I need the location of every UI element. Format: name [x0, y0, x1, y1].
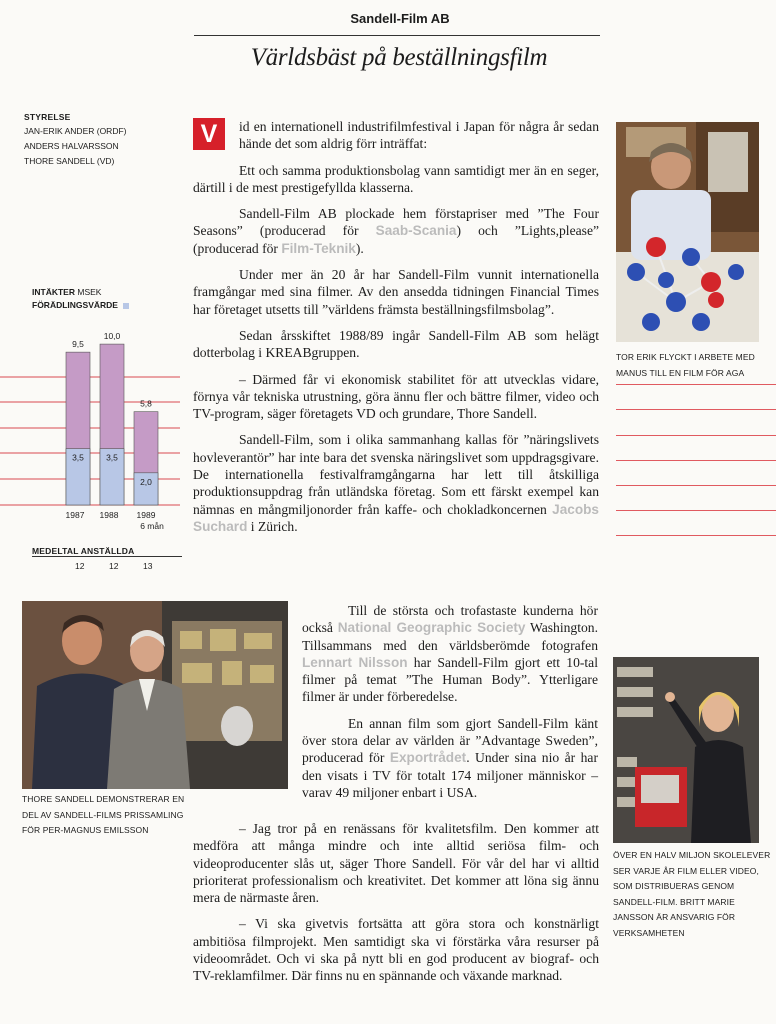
bar-value-added-label: 3,5	[106, 452, 118, 463]
paragraph: id en internationell industrifilmfestival i Japan för några år sedan hände det som aldrig förr inträffat:	[239, 119, 599, 152]
paragraph: Ett och samma produktionsbolag vann samtidigt mer än en seger, därtill i de mest prestigefyllda klasserna.	[193, 162, 599, 195]
photo-tor-erik-flyckt	[616, 122, 759, 342]
brand-saab-scania: Saab-Scania	[375, 223, 457, 239]
bar-income-label: 9,5	[72, 339, 84, 350]
bar-income-label: 5,8	[140, 398, 152, 409]
divider	[616, 510, 776, 511]
legend-value-added-swatch	[123, 303, 129, 309]
header-rule	[194, 35, 600, 36]
legend-value-added-label: FÖRÄDLINGSVÄRDE	[32, 300, 118, 310]
divider	[616, 485, 776, 486]
article-upper	[193, 118, 599, 544]
paragraph: – Därmed får vi ekonomisk stabilitet för att utvecklas vidare, förnya vår tekniska utrustning, göra ännu fler och bättre filmer, video och TV-program, säger företagets VD och grundare, Thore Sandell.	[193, 371, 599, 422]
caption-mid-left: THORE SANDELL DEMONSTRERAR EN DEL AV SANDELL-FILMS PRISSAMLING FÖR PER-MAGNUS EMILSSON	[22, 794, 185, 835]
caption-bottom-right: ÖVER EN HALV MILJON SKOLELEVER SER VARJE ÅR FILM ELLER VIDEO, SOM DISTRIBUERAS GENOM SANDELL-FILM. BRITT MARIE JANSSON ÄR ANSVARIG FÖR VERKSAMHETEN	[613, 850, 771, 938]
employees-rule	[32, 556, 182, 557]
employees-title: MEDELTAL ANSTÄLLDA	[32, 546, 135, 556]
legend-income-label: INTÄKTER	[32, 287, 75, 297]
brand-national-geographic: National Geographic Society	[337, 620, 526, 636]
brand-film-teknik: Film-Teknik	[281, 240, 356, 256]
divider	[616, 384, 776, 385]
paragraph: – Vi ska givetvis fortsätta att göra stora och konstnärligt ambitiösa filmprojekt. Men samtidigt ska vi förstärka våra resurser på videoområdet. Och vi ska på nytt bli en god producent av biograf- och TV-reklamfilmer. Där finns nu en spännande och växande marknad.	[193, 916, 599, 984]
brand-lennart-nilsson: Lennart Nilsson	[302, 654, 408, 670]
paragraph: Under mer än 20 år har Sandell-Film vunnit internationella framgångar med sina filmer. Av den ansedda tidningen Financial Times har företaget utsetts till ”världens främsta beställningsfilmsbolag”.	[193, 267, 599, 317]
paragraph: Sandell-Film, som i olika sammanhang kallas för ”näringslivets hovleverantör” har inte bara det svenska näringslivet som uppdragsgivare. De internationella festivalframgångarna har lett till åtskilliga produktionsuppdrag från utländska företag. Som ett färskt exempel kan nämnas en mångmiljonorder från kaffe- och chokladkoncernen Jacobs Suchard i Zürich.	[193, 432, 599, 534]
employees-value: 12	[75, 561, 85, 571]
paragraph: Sedan årsskiftet 1988/89 ingår Sandell-Film AB som helägt dotterbolag i KREABgruppen.	[193, 327, 599, 361]
board-section	[24, 112, 174, 169]
board-member: THORE SANDELL (VD)	[24, 156, 115, 166]
board-member: JAN-ERIK ANDER (ORDF)	[24, 126, 127, 136]
paragraph: – Jag tror på en renässans för kvalitetsfilm. Den kommer att medföra att många mindre och inte alltid seriösa film- och videoproducenter slås ut, säger Thore Sandell. För vår del har vi alltid prioriterat professionalism och kreativitet. Det kommer att löna sig ännu mera de närmaste åren.	[193, 821, 599, 906]
legend-income-unit: MSEK	[77, 287, 102, 297]
article-lower	[193, 820, 599, 994]
board-title: STYRELSE	[24, 112, 71, 122]
paragraph: En annan film som gjort Sandell-Film känt över stora delar av världen är ”Advantage Sweden”, producerad för Exportrådet. Under sina nio år har den visats i TV för totalt 174 miljoner människor – varav 49 miljoner enbart i USA.	[302, 715, 598, 800]
income-chart	[0, 315, 180, 535]
page-title: Världsbäst på beställningsfilm	[250, 44, 548, 71]
bar-income-label: 10,0	[103, 331, 121, 342]
x-tick-label: 1989	[136, 510, 156, 520]
article-middle	[302, 602, 598, 810]
employees-value: 13	[143, 561, 153, 571]
divider	[616, 535, 776, 536]
dropcap-letter: V	[193, 118, 225, 150]
x-tick-sublabel: 6 mån	[140, 521, 164, 531]
caption-top-right: TOR ERIK FLYCKT I ARBETE MED MANUS TILL EN FILM FÖR AGA	[616, 352, 755, 378]
bar-value-added-label: 2,0	[140, 476, 152, 487]
board-member: ANDERS HALVARSSON	[24, 141, 119, 151]
chart-legend	[32, 286, 182, 312]
company-name: Sandell-Film AB	[350, 11, 450, 26]
paragraph: Till de största och trofastaste kunderna hör också National Geographic Society Washington. Tillsammans med den världsberömde fotografen Lennart Nilsson har Sandell-Film gjort ett 10-tal filmer på temat ”The Human Body”. Ytterligare filmer är under förberedelse.	[302, 603, 598, 705]
brand-jacobs-suchard: Jacobs Suchard	[193, 501, 599, 534]
x-tick-label: 1988	[99, 510, 119, 520]
bar-value-added-label: 3,5	[72, 452, 84, 463]
brand-exportradet: Exportrådet	[389, 750, 467, 766]
employees-section	[32, 546, 182, 575]
divider	[616, 409, 776, 410]
photo-britt-marie-jansson	[613, 657, 759, 843]
divider	[616, 435, 776, 436]
divider	[616, 460, 776, 461]
x-tick-label: 1987	[65, 510, 85, 520]
paragraph: Sandell-Film AB plockade hem förstapriser med ”The Four Seasons” (producerad för Saab-Scania) och ”Lights,please” (producerad för Film-Teknik).	[193, 206, 600, 256]
photo-thore-sandell	[22, 601, 288, 789]
employees-value: 12	[109, 561, 119, 571]
